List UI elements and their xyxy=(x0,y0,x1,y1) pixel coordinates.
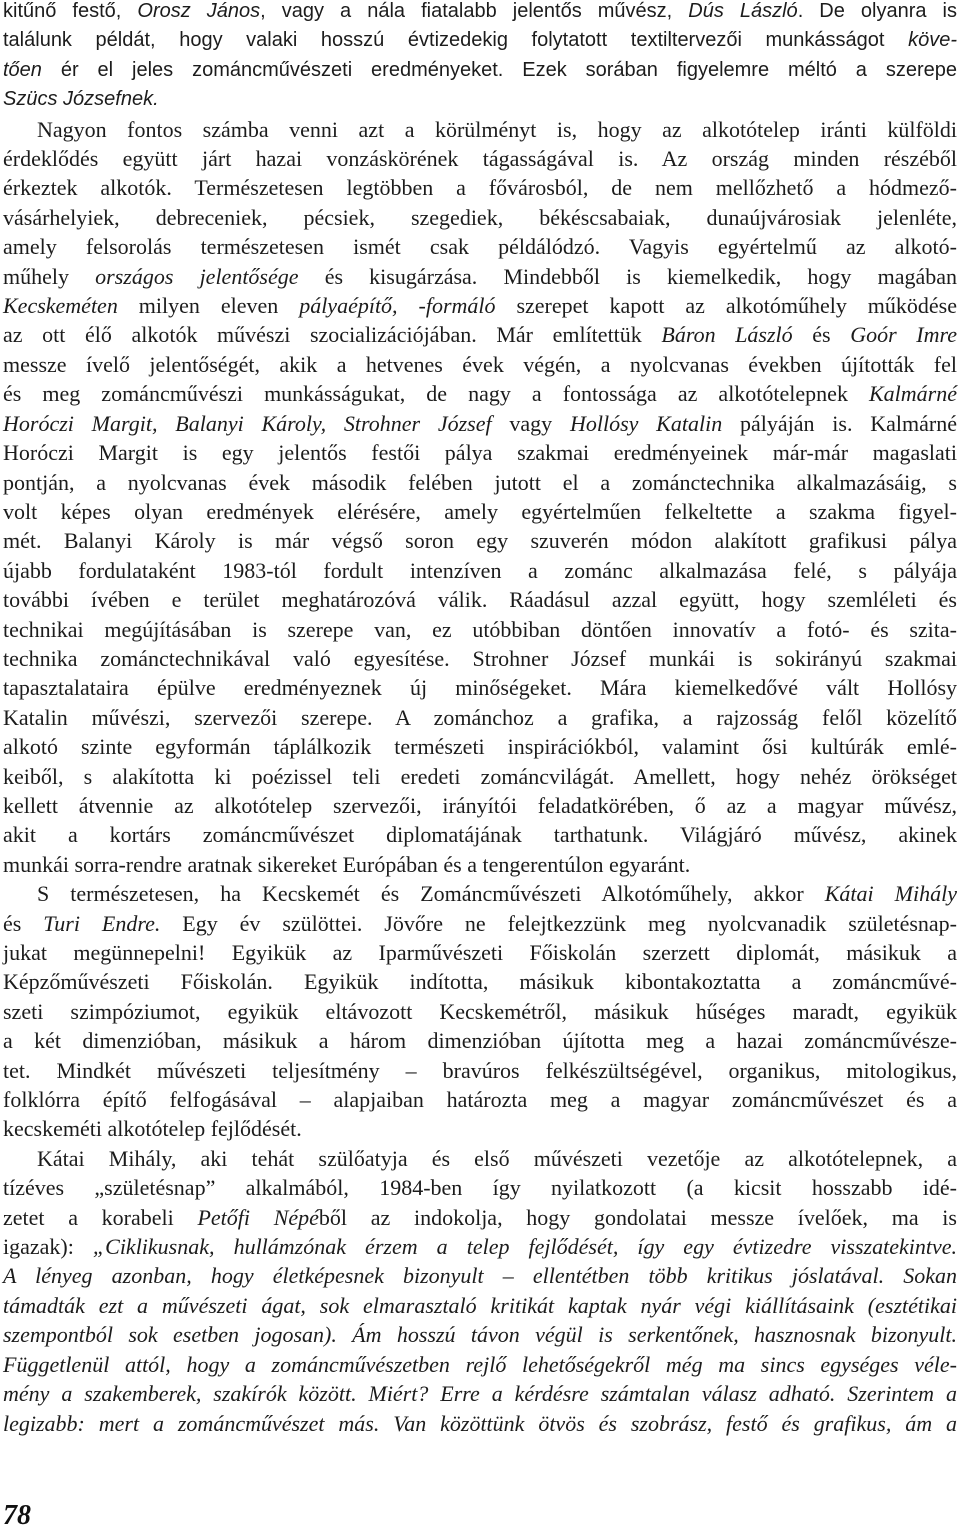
emphasized-text: támadták ezt a művészeti ágat, sok elmarasztaló kritikát kaptak nyár végi kiállításaink (esztétikai xyxy=(3,1292,957,1318)
text-line xyxy=(3,497,957,526)
text-line xyxy=(3,1144,957,1173)
paragraph xyxy=(3,1144,957,1438)
emphasized-text: Kalmárné xyxy=(869,381,957,407)
text-run: munkái sorra-rendre aratnak sikereket Európában és a tengerentúlon egyaránt. xyxy=(3,851,691,877)
text-line xyxy=(3,409,957,438)
text-line xyxy=(3,732,957,761)
text-run: milyen eleven xyxy=(117,293,300,319)
text-line xyxy=(3,26,957,55)
text-run: , vagy a nála fiatalabb jelentős művész, xyxy=(260,0,689,22)
page-number: 78 xyxy=(3,1500,31,1531)
text-line xyxy=(3,909,957,938)
text-run: tízéves „születésnap” alkalmából, 1984-ben így nyilatkozott (a kicsit hosszabb idé- xyxy=(3,1175,957,1201)
text-run: pontján, a nyolcvanas évek második felében jutott el a zománctechnika alkalmazásáig, s xyxy=(3,469,957,495)
text-run: szerepet kapott az alkotóműhely működése xyxy=(495,293,957,319)
text-line xyxy=(3,173,957,202)
emphasized-text: legizabb: mert a zománcművészet más. Van közöttünk ötvös és szobrász, festő és grafikus, ám a xyxy=(3,1410,957,1436)
text-line xyxy=(3,291,957,320)
text-line xyxy=(3,585,957,614)
text-run: tet. Mindkét művészeti teljesítmény – bravúros felkészültségével, organikus, mitologikus, xyxy=(3,1057,957,1083)
text-run: technika zománctechnikával való egyesítése. Strohner József munkái is sokirányú szakmai xyxy=(3,645,957,671)
text-run: vásárhelyiek, debreceniek, pécsiek, szegediek, békéscsabaiak, dunaújvárosiak jelenléte, xyxy=(3,204,957,230)
text-line xyxy=(3,1026,957,1055)
text-line xyxy=(3,1232,957,1261)
emphasized-text: pályaépítő, -formáló xyxy=(299,293,496,319)
text-line xyxy=(3,262,957,291)
text-line xyxy=(3,850,957,879)
text-line xyxy=(3,144,957,173)
text-run: akit a kortárs zománcművészet diplomatájának tarthatunk. Világjáró művész, akinek xyxy=(3,822,957,848)
text-run: kecskeméti alkotótelep fejlődését. xyxy=(3,1116,302,1142)
text-run: S természetesen, ha Kecskemét és Zománcművészeti Alkotóműhely, akkor xyxy=(37,881,825,907)
text-run: jukat megünnepelni! Egyikük az Iparművészeti Főiskolán szerzett diplomát, másikuk a xyxy=(3,940,957,965)
text-run: érdeklődés együtt járt hazai vonzáskörének tágasságával is. Az ország minden részéből xyxy=(3,146,957,172)
text-run: szeti szimpóziumot, egyikük eltávozott Kecskemétről, másikuk hűséges maradt, egyikük xyxy=(3,998,957,1024)
text-run: pályáján is. Kalmárné xyxy=(722,410,957,436)
text-run: tapasztalataira épülve eredményeznek új minőségeket. Mára kiemelkedővé vált Hollósy xyxy=(3,675,957,701)
text-line xyxy=(3,1085,957,1114)
text-run: Kátai Mihály, aki tehát szülőatyja és első művészeti vezetője az alkotótelepnek, a xyxy=(37,1145,957,1171)
text-run: folklórra építő felfogásával – alapjaiban határozta meg a magyar zománcművészet és a xyxy=(3,1087,957,1113)
text-line xyxy=(3,320,957,349)
text-run: műhely xyxy=(3,263,96,289)
emphasized-text: Turi Endre. xyxy=(43,910,161,936)
page-text-body xyxy=(3,0,957,1438)
text-line xyxy=(3,1320,957,1349)
text-run: kitűnő festő, xyxy=(3,0,138,22)
text-run: találunk példát, hogy valaki hosszú évtizedekig folytatott textiltervezői munkásságot xyxy=(3,29,909,52)
text-line xyxy=(3,644,957,673)
text-line xyxy=(3,997,957,1026)
emphasized-text: Függetlenül attól, hogy a zománcművészetben rejlő lehetőségekről még ma sincs egységes véle- xyxy=(3,1351,957,1377)
text-line xyxy=(3,615,957,644)
text-run: volt képes olyan eredmények elérésére, amely egyértelműen felkeltette a szakma figyel- xyxy=(3,498,957,524)
text-line xyxy=(3,526,957,555)
emphasized-text: A lényeg azonban, hogy életképesnek bizonyult – ellentétben több kritikus jóslatával. Sokan xyxy=(3,1263,957,1289)
paragraph xyxy=(3,879,957,1144)
text-run: további ívében e terület meghatározóvá válik. Ráadásul azzal együtt, hogy szemléleti és xyxy=(3,587,957,613)
text-line xyxy=(3,879,957,908)
text-run: mét. Balanyi Károly is már végső soron egy szuverén módon alakított grafikusi pálya xyxy=(3,528,957,554)
emphasized-text: Goór Imre xyxy=(850,322,957,348)
emphasized-text: Szücs Józsefnek. xyxy=(3,88,159,111)
text-line xyxy=(3,762,957,791)
text-line xyxy=(3,379,957,408)
emphasized-text: Hollósy Katalin xyxy=(569,410,723,436)
text-line xyxy=(3,1350,957,1379)
text-run: igazak): xyxy=(3,1234,93,1260)
text-line xyxy=(3,1056,957,1085)
text-run: a két dimenzióban, másikuk a három dimenzióban újította meg a hazai zománcművésze- xyxy=(3,1028,957,1054)
emphasized-text: Orosz János xyxy=(137,0,261,22)
text-run: alkotó szinte egyformán táplálkozik természeti inspirációkból, valamint ősi kultúrák emlé- xyxy=(3,734,957,760)
text-line xyxy=(3,1173,957,1202)
text-run: messze ívelő jelentőségét, akik a hetvenes évek végén, a nyolcvanas években újították fel xyxy=(3,351,957,377)
text-line xyxy=(3,232,957,261)
paragraph xyxy=(3,115,957,880)
text-line xyxy=(3,1261,957,1290)
text-run: és kisugárzása. Mindebből is kiemelkedik, hogy magában xyxy=(298,263,957,289)
emphasized-text: Petőfi Népé xyxy=(197,1204,319,1230)
text-line xyxy=(3,1291,957,1320)
text-line xyxy=(3,85,957,114)
text-line xyxy=(3,350,957,379)
text-line xyxy=(3,115,957,144)
text-line xyxy=(3,468,957,497)
emphasized-text: „Ciklikusnak, hullámzónak érzem a telep fejlődését, így egy évtizedre visszatekintve. xyxy=(92,1234,957,1260)
emphasized-text: köve- xyxy=(908,29,957,52)
text-run: és xyxy=(792,322,851,348)
text-line xyxy=(3,1409,957,1438)
text-line xyxy=(3,703,957,732)
text-run: érkeztek alkotók. Természetesen legtöbben a fővárosból, de nem mellőzhető a hódmező- xyxy=(3,175,957,201)
text-run: ér el jeles zománcművészeti eredményeket. Ezek sorában figyelemre méltó a szerepe xyxy=(41,58,957,81)
text-run: és meg zománcművészi munkásságukat, de nagy a fontossága az alkotótelepnek xyxy=(3,381,869,407)
text-run: Nagyon fontos számba venni azt a körülményt is, hogy az alkotótelep iránti külföldi xyxy=(37,116,957,142)
text-line xyxy=(3,820,957,849)
text-run: és xyxy=(3,910,44,936)
text-run: Képzőművészeti Főiskolán. Egyikük indította, másikuk kibontakoztatta a zománcművé- xyxy=(3,969,957,995)
text-run: vagy xyxy=(491,410,570,436)
text-run: Horóczi Margit is egy jelentős festői pálya szakmai eredményeinek már-már magaslati xyxy=(3,440,957,466)
text-run: keiből, s alakította ki poézissel teli eredeti zománcvilágát. Amellett, hogy nehéz örökséget xyxy=(3,763,957,789)
emphasized-text: mény a szakemberek, szakírók között. Miért? Erre a kérdésre számtalan válasz adható. Szerintem a xyxy=(3,1381,957,1407)
text-line xyxy=(3,967,957,996)
paragraph xyxy=(3,0,957,115)
text-line xyxy=(3,203,957,232)
emphasized-text: Dús László xyxy=(688,0,798,22)
emphasized-text: Kátai Mihály xyxy=(824,881,957,907)
emphasized-text: szempontból sok esetben jogosan). Ám hosszú távon végül is serkentőnek, hasznosnak bizonyult. xyxy=(3,1322,957,1348)
text-line xyxy=(3,0,957,26)
text-run: kellett átvennie az alkotótelep szervezői, irányítói feladatkörében, ő az a magyar művész, xyxy=(3,792,957,818)
text-line xyxy=(3,1203,957,1232)
text-run: amely felsorolás természetesen ismét csak példálódzó. Vagyis egyértelmű az alkotó- xyxy=(3,234,957,260)
text-run: technikai megújításában is szerepe van, ez utóbbiban döntően innovatív a fotó- és szita- xyxy=(3,616,957,642)
emphasized-text: tően xyxy=(3,58,42,81)
text-run: az ott élő alkotók művészi szocializációjában. Már említettük xyxy=(3,322,662,348)
text-run: újabb fordulataként 1983-tól fordult intenzíven a zománc alkalmazása felé, s pályája xyxy=(3,557,957,583)
text-run: . De olyanra is xyxy=(797,0,957,22)
text-line xyxy=(3,56,957,85)
text-run: Egy év szülöttei. Jövőre ne felejtkezzünk meg nyolcvanadik születésnap- xyxy=(160,910,957,936)
text-run: zetet a korabeli xyxy=(3,1204,198,1230)
emphasized-text: Kecskeméten xyxy=(3,293,118,319)
text-line xyxy=(3,673,957,702)
emphasized-text: országos jelentősége xyxy=(95,263,299,289)
text-line xyxy=(3,556,957,585)
text-line xyxy=(3,1379,957,1408)
text-line xyxy=(3,1114,957,1143)
emphasized-text: Horóczi Margit, Balanyi Károly, Strohner József xyxy=(3,410,492,436)
text-line xyxy=(3,938,957,967)
text-line xyxy=(3,791,957,820)
text-line xyxy=(3,438,957,467)
text-run: ből az indokolja, hogy gondolatai messze ívelőek, ma is xyxy=(318,1204,957,1230)
text-run: Katalin művészi, szervezői szerepe. A zománchoz a grafika, a rajzosság felől közelítő xyxy=(3,704,957,730)
emphasized-text: Báron László xyxy=(661,322,793,348)
